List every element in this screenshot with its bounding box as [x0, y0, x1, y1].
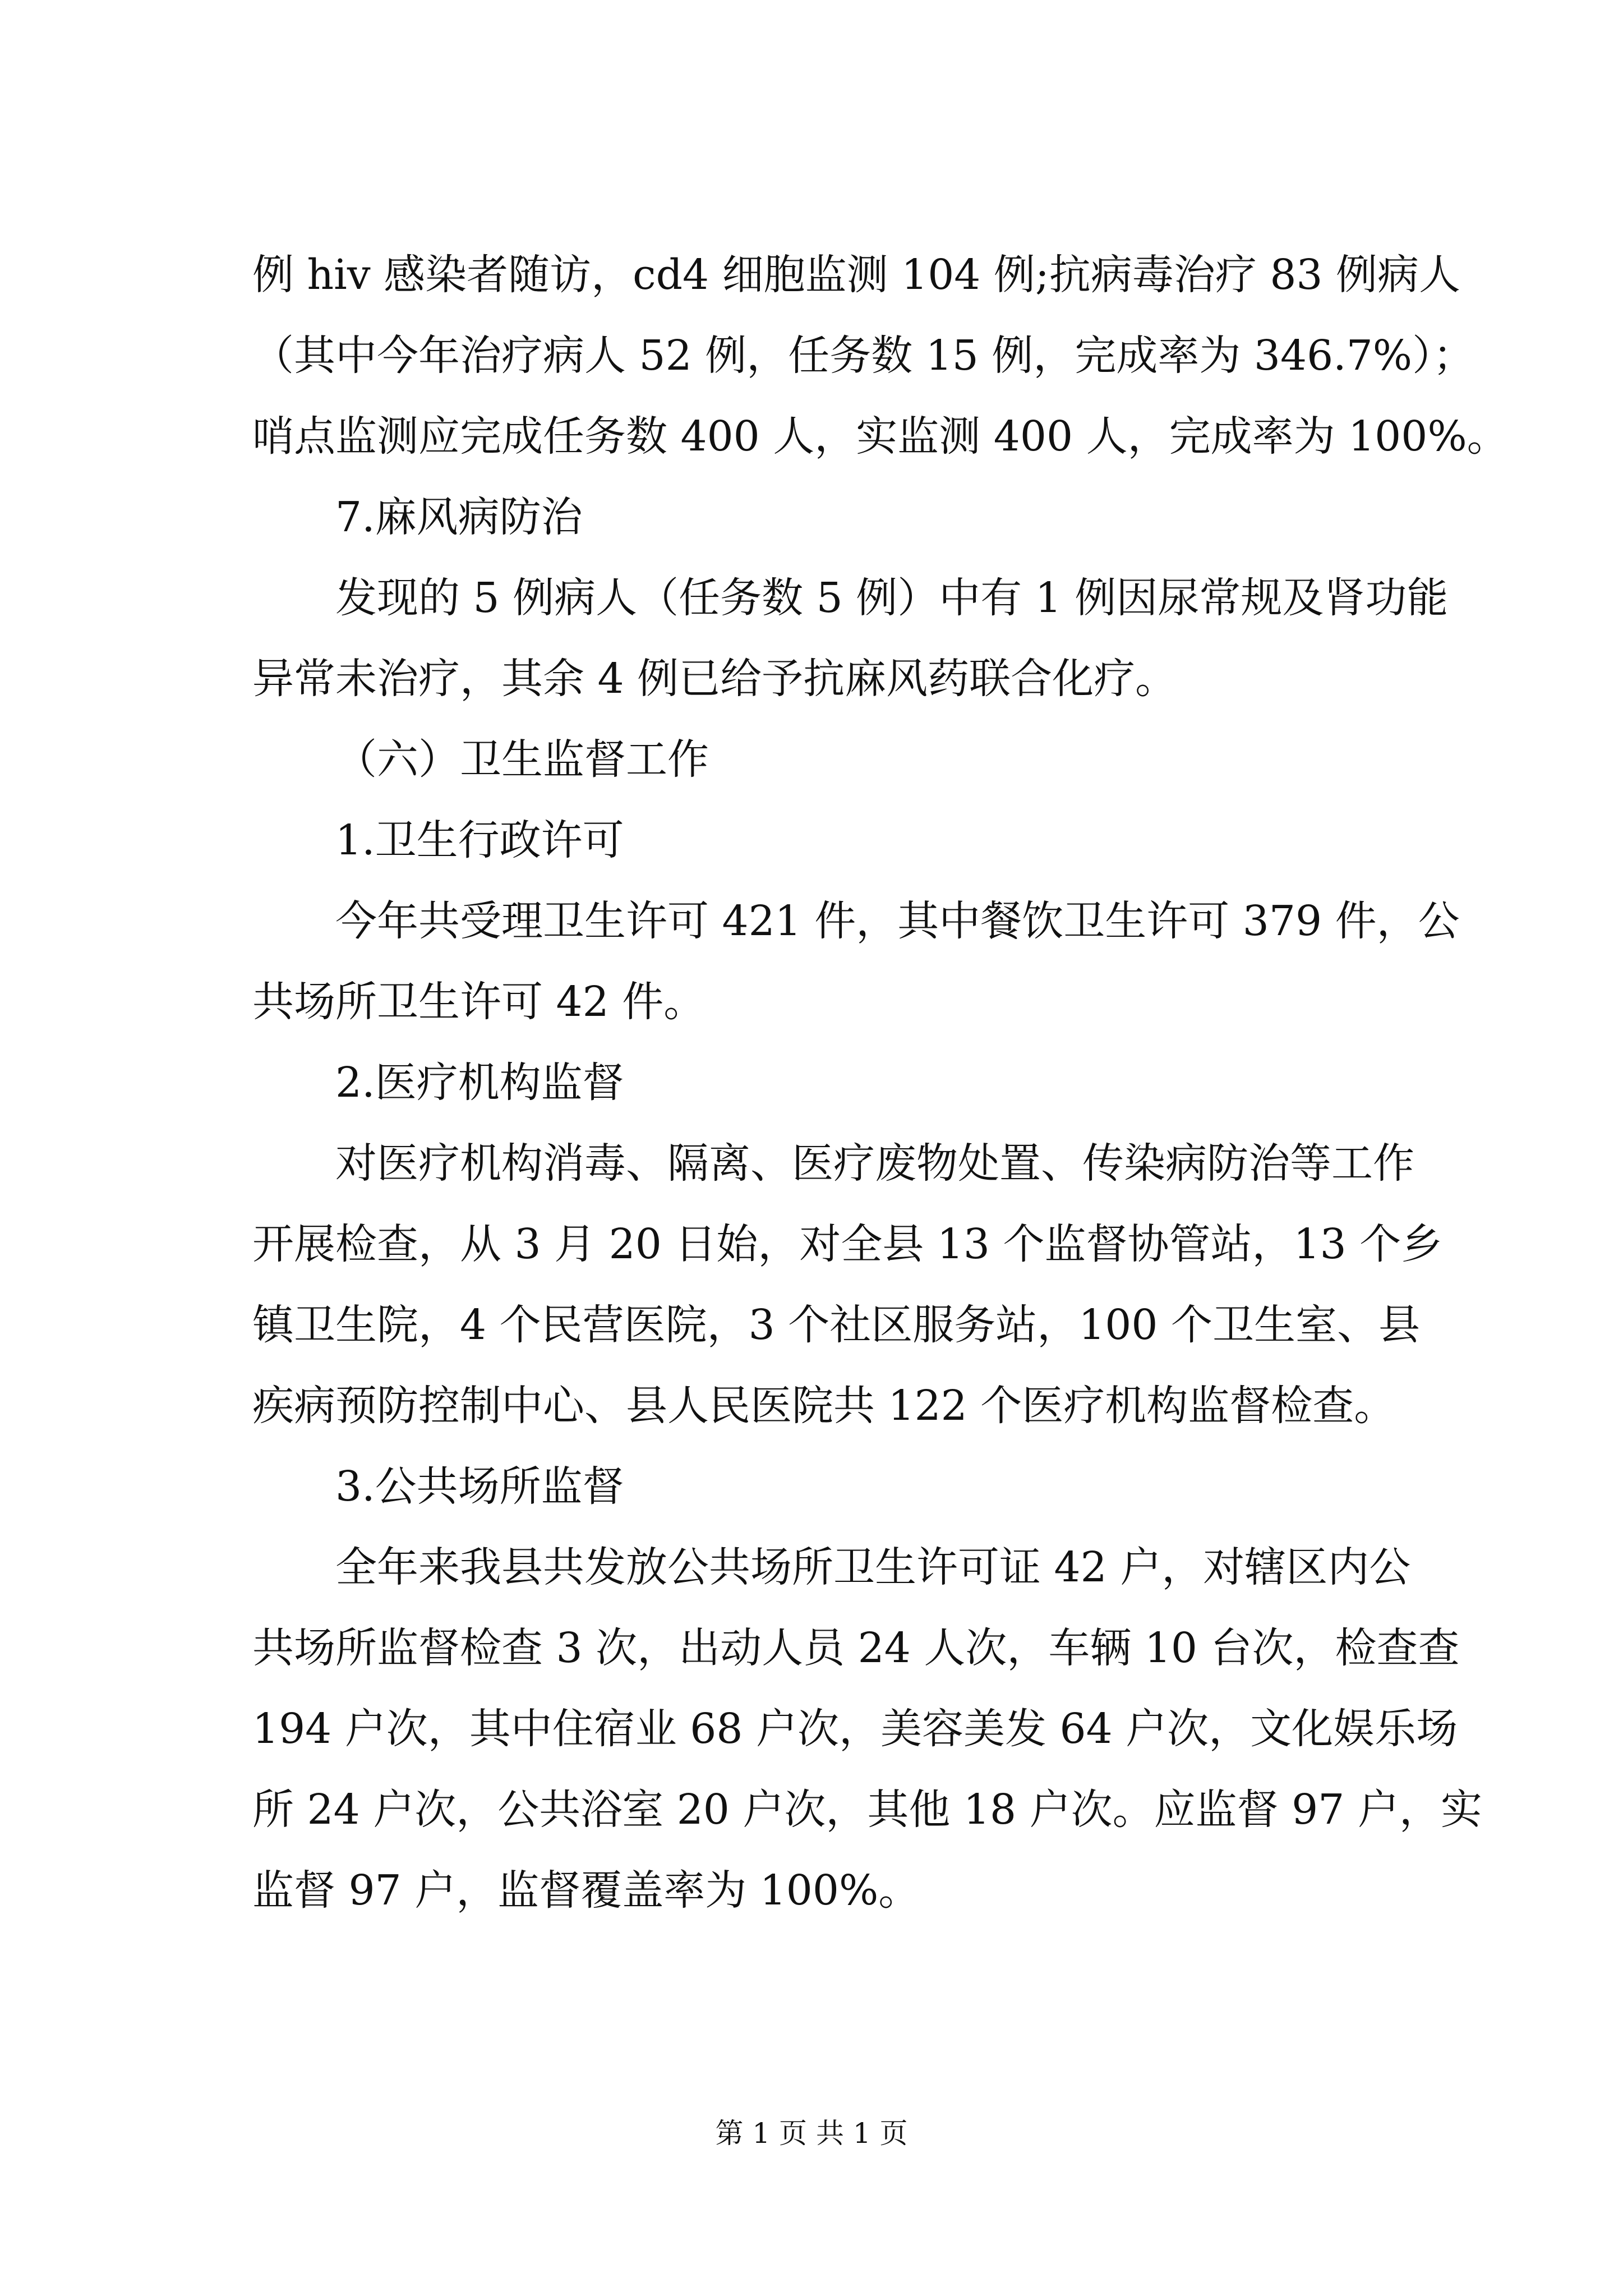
paragraph-line: 异常未治疗，其余 4 例已给予抗麻风药联合化疗。	[252, 655, 1177, 703]
section-heading: （六）卫生监督工作	[335, 735, 709, 784]
paragraph-line: 全年来我县共发放公共场所卫生许可证 42 户，对辖区内公	[335, 1543, 1411, 1591]
paragraph-line: 例 hiv 感染者随访，cd4 细胞监测 104 例;抗病毒治疗 83 例病人	[252, 251, 1461, 299]
paragraph-line: 194 户次，其中住宿业 68 户次，美容美发 64 户次，文化娱乐场	[252, 1705, 1458, 1753]
paragraph-line: 共场所监督检查 3 次，出动人员 24 人次，车辆 10 台次，检查查	[252, 1624, 1460, 1672]
page-number-footer: 第 1 页 共 1 页	[715, 2117, 908, 2150]
paragraph-line: 监督 97 户，监督覆盖率为 100%。	[252, 1866, 920, 1915]
section-heading: 2.医疗机构监督	[335, 1059, 624, 1107]
paragraph-line: 哨点监测应完成任务数 400 人，实监测 400 人，完成率为 100%。	[252, 412, 1509, 461]
paragraph-line: 今年共受理卫生许可 421 件，其中餐饮卫生许可 379 件，公	[335, 897, 1460, 945]
paragraph-line: 开展检查，从 3 月 20 日始，对全县 13 个监督协管站，13 个乡	[252, 1220, 1443, 1268]
section-heading: 3.公共场所监督	[335, 1462, 624, 1511]
paragraph-line: 所 24 户次，公共浴室 20 户次，其他 18 户次。应监督 97 户，实	[252, 1786, 1482, 1834]
paragraph-line: （其中今年治疗病人 52 例，任务数 15 例，完成率为 346.7%）；	[252, 332, 1475, 380]
paragraph-line: 对医疗机构消毒、隔离、医疗废物处置、传染病防治等工作	[335, 1139, 1414, 1188]
paragraph-line: 共场所卫生许可 42 件。	[252, 978, 706, 1026]
paragraph-line: 发现的 5 例病人（任务数 5 例）中有 1 例因尿常规及肾功能	[335, 574, 1449, 622]
section-heading: 7.麻风病防治	[335, 493, 583, 541]
section-heading: 1.卫生行政许可	[335, 816, 624, 864]
paragraph-line: 疾病预防控制中心、县人民医院共 122 个医疗机构监督检查。	[252, 1382, 1396, 1430]
paragraph-line: 镇卫生院，4 个民营医院，3 个社区服务站，100 个卫生室、县	[252, 1301, 1420, 1349]
